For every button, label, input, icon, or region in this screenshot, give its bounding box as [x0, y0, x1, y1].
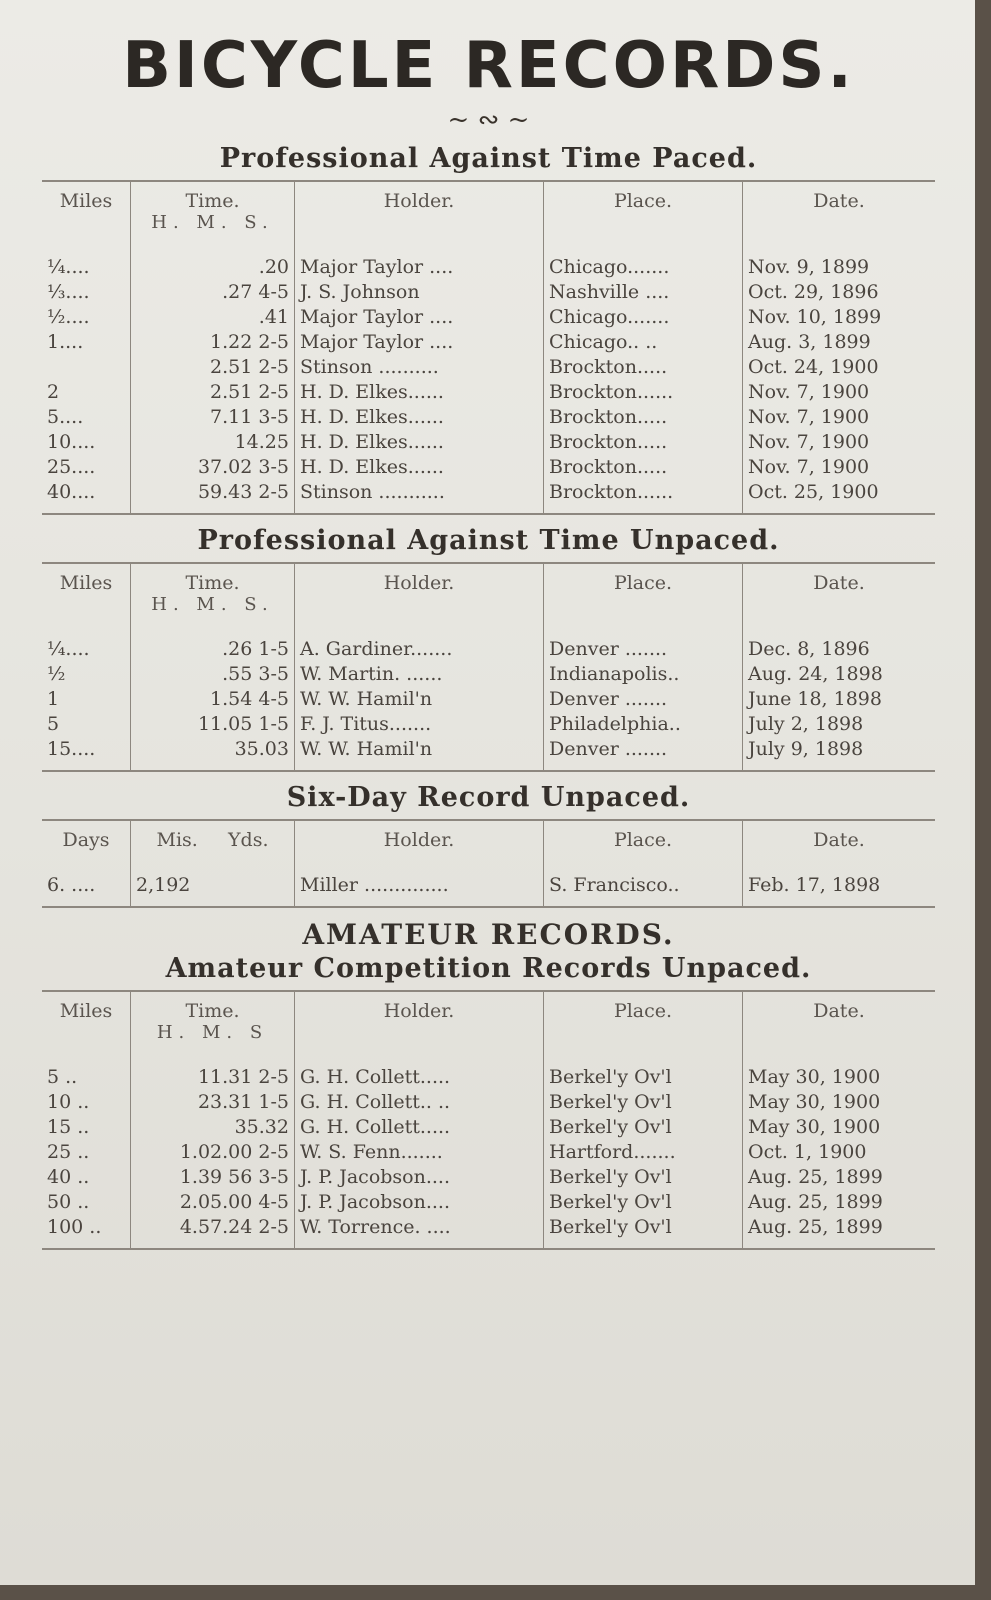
table-row: [42, 430, 935, 455]
cell-date: Nov. 9, 1899: [743, 243, 936, 280]
col-time-label: Time.: [185, 571, 240, 594]
cell-place: Berkel'y Ov'l: [544, 1090, 743, 1115]
paced-body: [42, 243, 935, 514]
cell-miles: ½....: [47, 305, 90, 328]
table-header-row: [42, 820, 935, 861]
cell-time: 4.57.24 2-5: [131, 1215, 295, 1249]
col-place: Place.: [544, 563, 743, 625]
cell-miles: 25 ..: [47, 1140, 90, 1163]
col-holder: Holder.: [295, 820, 544, 861]
cell-miles: 10 ..: [47, 1090, 90, 1113]
cell-time: 2.51 2-5: [131, 380, 295, 405]
col-miles: Miles: [59, 571, 113, 594]
cell-miles: 40....: [47, 480, 96, 503]
cell-holder: W. Torrence. ....: [295, 1215, 544, 1249]
cell-miles: 6. ....: [47, 873, 96, 896]
cell-holder: G. H. Collett.....: [295, 1053, 544, 1090]
col-mis-yds: [131, 820, 295, 861]
cell-date: May 30, 1900: [743, 1053, 936, 1090]
table-header-row: [42, 181, 935, 243]
cell-date: Nov. 7, 1900: [743, 380, 936, 405]
cell-miles: 50 ..: [47, 1190, 90, 1213]
amateur-body: [42, 1053, 935, 1249]
cell-date: July 9, 1898: [743, 737, 936, 771]
cell-holder: A. Gardiner.......: [295, 625, 544, 662]
table-header-row: [42, 563, 935, 625]
cell-time: 7.11 3-5: [131, 405, 295, 430]
cell-place: Berkel'y Ov'l: [544, 1115, 743, 1140]
cell-miles: 15....: [47, 737, 96, 760]
unpaced-heading: Professional Against Time Unpaced.: [197, 524, 780, 556]
cell-place: Brockton.....: [544, 430, 743, 455]
sixday-table: [42, 819, 935, 908]
paced-table: [42, 180, 935, 515]
cell-holder: H. D. Elkes......: [295, 455, 544, 480]
col-place: Place.: [544, 181, 743, 243]
unpaced-body: [42, 625, 935, 771]
cell-place: Chicago.. ..: [544, 330, 743, 355]
cell-date: Oct. 1, 1900: [743, 1140, 936, 1165]
cell-date: May 30, 1900: [743, 1115, 936, 1140]
cell-time: 11.31 2-5: [131, 1053, 295, 1090]
table-header-row: [42, 991, 935, 1053]
cell-time: 2.51 2-5: [131, 355, 295, 380]
cell-holder: J. S. Johnson: [295, 280, 544, 305]
cell-holder: W. W. Hamil'n: [295, 687, 544, 712]
cell-time: 37.02 3-5: [131, 455, 295, 480]
cell-place: Denver .......: [544, 687, 743, 712]
col-holder: Holder.: [295, 563, 544, 625]
cell-date: Feb. 17, 1898: [743, 861, 936, 907]
col-days: Days: [62, 828, 110, 851]
cell-date: Nov. 7, 1900: [743, 405, 936, 430]
cell-place: Brockton......: [544, 380, 743, 405]
col-time: [131, 991, 295, 1053]
cell-miles: 2: [47, 380, 60, 403]
col-time-label: Time.: [185, 189, 240, 212]
cell-miles: 10....: [47, 430, 96, 453]
amateur-heading: AMATEUR RECORDS.: [302, 917, 675, 951]
cell-date: Aug. 24, 1898: [743, 662, 936, 687]
cell-place: Brockton.....: [544, 405, 743, 430]
unpaced-table: [42, 562, 935, 772]
table-row: [42, 280, 935, 305]
table-row: [42, 330, 935, 355]
cell-date: July 2, 1898: [743, 712, 936, 737]
cell-date: Nov. 10, 1899: [743, 305, 936, 330]
cell-place: Denver .......: [544, 625, 743, 662]
cell-holder: Major Taylor ....: [295, 330, 544, 355]
cell-holder: W. S. Fenn.......: [295, 1140, 544, 1165]
cell-place: Indianapolis..: [544, 662, 743, 687]
cell-date: May 30, 1900: [743, 1090, 936, 1115]
col-date: Date.: [743, 820, 936, 861]
cell-miles: ⅓....: [47, 280, 90, 303]
cell-date: Nov. 7, 1900: [743, 430, 936, 455]
cell-place: Chicago.......: [544, 305, 743, 330]
cell-place: S. Francisco..: [544, 861, 743, 907]
cell-miles: 1: [47, 687, 60, 710]
table-row: [42, 1190, 935, 1215]
table-row: [42, 405, 935, 430]
table-row: [42, 861, 935, 907]
cell-holder: W. Martin. ......: [295, 662, 544, 687]
table-row: [42, 712, 935, 737]
cell-time: .41: [131, 305, 295, 330]
cell-place: Philadelphia..: [544, 712, 743, 737]
paced-heading: Professional Against Time Paced.: [219, 142, 758, 174]
cell-date: Aug. 25, 1899: [743, 1190, 936, 1215]
cell-time: 1.54 4-5: [131, 687, 295, 712]
cell-place: Berkel'y Ov'l: [544, 1215, 743, 1249]
cell-place: Chicago.......: [544, 243, 743, 280]
table-row: [42, 662, 935, 687]
cell-place: Berkel'y Ov'l: [544, 1190, 743, 1215]
cell-holder: G. H. Collett.....: [295, 1115, 544, 1140]
table-row: [42, 737, 935, 771]
cell-date: Oct. 25, 1900: [743, 480, 936, 514]
cell-miles: 15 ..: [47, 1115, 90, 1138]
table-row: [42, 455, 935, 480]
cell-place: Berkel'y Ov'l: [544, 1165, 743, 1190]
col-time-label: Time.: [185, 999, 240, 1022]
page-title: BICYCLE RECORDS.: [122, 29, 855, 103]
cell-time: 11.05 1-5: [131, 712, 295, 737]
cell-miles: ¼....: [47, 255, 90, 278]
cell-holder: J. P. Jacobson....: [295, 1190, 544, 1215]
cell-miles: [42, 355, 131, 380]
table-row: [42, 1115, 935, 1140]
cell-date: Oct. 29, 1896: [743, 280, 936, 305]
cell-miles: 40 ..: [47, 1165, 90, 1188]
cell-holder: H. D. Elkes......: [295, 405, 544, 430]
cell-date: Aug. 25, 1899: [743, 1165, 936, 1190]
cell-time: .26 1-5: [131, 625, 295, 662]
col-holder: Holder.: [295, 991, 544, 1053]
table-row: [42, 687, 935, 712]
sixday-heading: Six-Day Record Unpaced.: [286, 781, 691, 813]
cell-holder: F. J. Titus.......: [295, 712, 544, 737]
cell-time: 59.43 2-5: [131, 480, 295, 514]
col-time: [131, 563, 295, 625]
cell-time: 2,192: [131, 861, 295, 907]
col-date: Date.: [743, 181, 936, 243]
cell-time: 35.03: [131, 737, 295, 771]
table-row: [42, 625, 935, 662]
cell-place: Nashville ....: [544, 280, 743, 305]
cell-holder: Miller ..............: [295, 861, 544, 907]
col-miles: Miles: [59, 999, 113, 1022]
table-row: [42, 1165, 935, 1190]
cell-miles: 25....: [47, 455, 96, 478]
table-row: [42, 355, 935, 380]
cell-miles: 1....: [47, 330, 84, 353]
col-time-sub: H. M. S: [156, 1021, 269, 1043]
cell-miles: 5: [47, 712, 60, 735]
cell-time: 2.05.00 4-5: [131, 1190, 295, 1215]
col-miles: Miles: [59, 189, 113, 212]
cell-holder: Major Taylor ....: [295, 305, 544, 330]
col-date: Date.: [743, 991, 936, 1053]
cell-place: Denver .......: [544, 737, 743, 771]
cell-holder: J. P. Jacobson....: [295, 1165, 544, 1190]
col-place: Place.: [544, 820, 743, 861]
cell-holder: Major Taylor ....: [295, 243, 544, 280]
cell-holder: Stinson ...........: [295, 480, 544, 514]
table-row: [42, 1053, 935, 1090]
cell-miles: 100 ..: [47, 1215, 102, 1238]
cell-holder: H. D. Elkes......: [295, 430, 544, 455]
cell-time: .20: [131, 243, 295, 280]
table-row: [42, 1140, 935, 1165]
cell-date: Nov. 7, 1900: [743, 455, 936, 480]
cell-place: Brockton.....: [544, 455, 743, 480]
cell-place: Brockton.....: [544, 355, 743, 380]
cell-holder: H. D. Elkes......: [295, 380, 544, 405]
cell-miles: 5 ..: [47, 1065, 78, 1088]
cell-place: Brockton......: [544, 480, 743, 514]
cell-date: Aug. 25, 1899: [743, 1215, 936, 1249]
cell-date: Oct. 24, 1900: [743, 355, 936, 380]
cell-holder: W. W. Hamil'n: [295, 737, 544, 771]
sixday-body: [42, 861, 935, 907]
col-time: [131, 181, 295, 243]
amateur-table: [42, 990, 935, 1250]
cell-time: 1.02.00 2-5: [131, 1140, 295, 1165]
col-holder: Holder.: [295, 181, 544, 243]
cell-date: Dec. 8, 1896: [743, 625, 936, 662]
table-row: [42, 480, 935, 514]
table-row: [42, 1090, 935, 1115]
table-row: [42, 380, 935, 405]
cell-time: .27 4-5: [131, 280, 295, 305]
col-yds: Yds.: [228, 828, 269, 851]
col-place: Place.: [544, 991, 743, 1053]
col-time-sub: H. M. S.: [151, 593, 274, 615]
cell-time: 1.39 56 3-5: [131, 1165, 295, 1190]
cell-time: 35.32: [131, 1115, 295, 1140]
cell-time: 14.25: [131, 430, 295, 455]
cell-date: Aug. 3, 1899: [743, 330, 936, 355]
cell-time: .55 3-5: [131, 662, 295, 687]
cell-place: Berkel'y Ov'l: [544, 1053, 743, 1090]
cell-holder: Stinson ..........: [295, 355, 544, 380]
ornament-icon: ~ ∾ ~: [447, 104, 530, 135]
cell-holder: G. H. Collett.. ..: [295, 1090, 544, 1115]
col-date: Date.: [743, 563, 936, 625]
table-row: [42, 243, 935, 280]
col-time-sub: H. M. S.: [151, 211, 274, 233]
cell-time: 23.31 1-5: [131, 1090, 295, 1115]
table-row: [42, 305, 935, 330]
cell-miles: 5....: [47, 405, 84, 428]
amateur-subheading: Amateur Competition Records Unpaced.: [165, 952, 812, 984]
cell-time: 1.22 2-5: [131, 330, 295, 355]
col-mis: Mis.: [156, 828, 198, 851]
cell-miles: ½: [47, 662, 66, 685]
table-row: [42, 1215, 935, 1249]
cell-miles: ¼....: [47, 637, 90, 660]
cell-date: June 18, 1898: [743, 687, 936, 712]
cell-place: Hartford.......: [544, 1140, 743, 1165]
